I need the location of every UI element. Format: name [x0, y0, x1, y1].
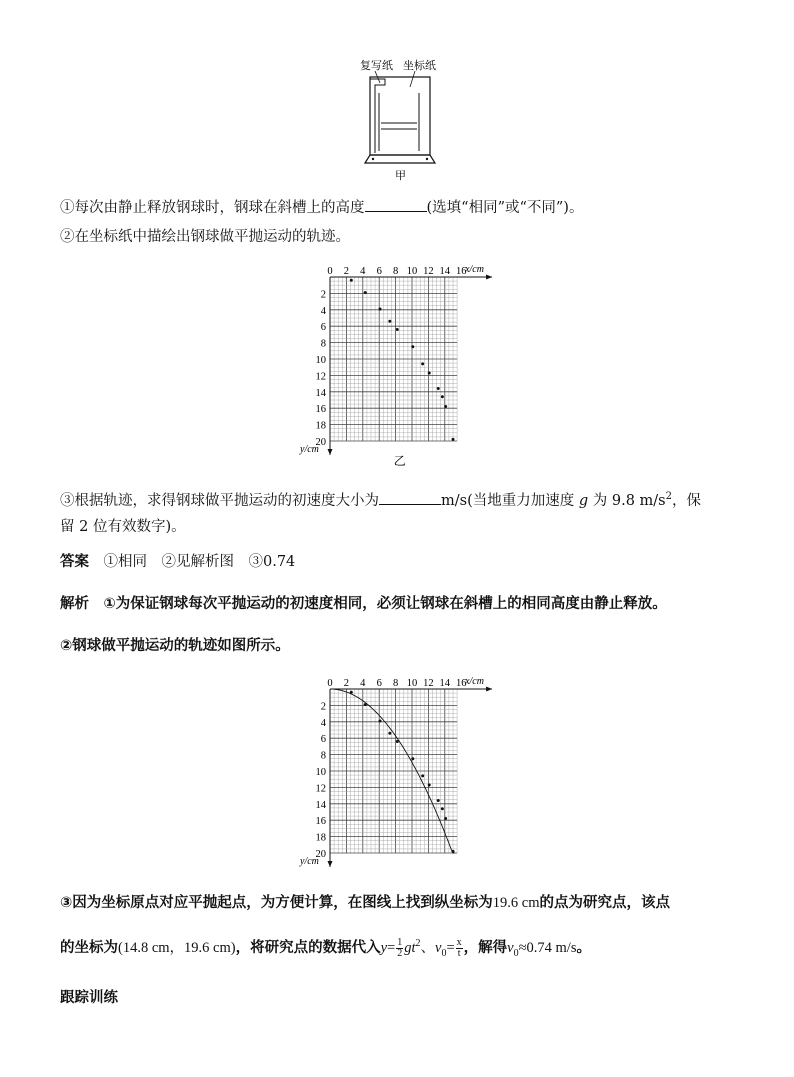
y-tick-label: 4	[320, 717, 326, 729]
data-point	[421, 362, 424, 365]
y-tick-label: 12	[315, 371, 326, 383]
y-tick-label: 8	[320, 750, 326, 762]
data-point	[364, 291, 367, 294]
f-t: t	[411, 939, 416, 956]
x-tick-label: 0	[327, 678, 333, 689]
y-tick-label: 8	[320, 338, 326, 350]
trajectory-chart-curve	[290, 672, 500, 882]
f-xt	[456, 938, 463, 959]
data-point	[411, 757, 414, 760]
x-axis-label: x/cm	[465, 676, 484, 687]
f-0: 0	[441, 947, 447, 959]
y-tick-label: 16	[315, 816, 326, 828]
data-point	[350, 691, 353, 694]
x-tick-label: 8	[392, 678, 399, 689]
x-axis-label: x/cm	[465, 264, 484, 275]
y-tick-label: 18	[315, 420, 326, 432]
x-tick-label: 16	[455, 266, 467, 277]
y-tick-label: 16	[315, 404, 326, 416]
x-tick-label: 14	[439, 266, 451, 277]
formula	[380, 937, 464, 959]
x-tick-label: 12	[423, 266, 434, 277]
data-point	[396, 740, 399, 743]
chart-caption: 乙	[393, 454, 406, 468]
data-point	[379, 307, 382, 310]
analysis-p4	[60, 934, 591, 964]
analysis-p4d: ，解得	[463, 939, 508, 956]
result	[507, 939, 577, 959]
analysis-p2-text: ②钢球做平抛运动的轨迹如图所示。	[60, 638, 290, 654]
f-x: x	[456, 937, 462, 948]
x-tick-label: 0	[327, 266, 333, 277]
answer-text: ①相同 ②见解析图 ③0.74	[103, 554, 296, 570]
q3-answer-blank[interactable]	[379, 490, 441, 505]
f-tt: t	[457, 948, 461, 959]
question-3-line2	[60, 517, 186, 537]
q3-text-before: ③根据轨迹，求得钢球做平抛运动的初速度大小为	[60, 492, 379, 509]
data-point	[452, 438, 455, 441]
q1-answer-blank[interactable]	[365, 197, 427, 212]
analysis-p4a: 的坐标为	[60, 939, 118, 956]
f-eq2: =	[446, 939, 455, 956]
analysis-p1-text: ①为保证钢球每次平抛运动的初速度相同，必须让钢球在斜槽上的相同高度由静止释放。	[103, 596, 667, 612]
f-half	[396, 938, 403, 959]
answer-block	[60, 552, 295, 572]
q3-text-end: ，保	[671, 492, 701, 509]
figure-jia-caption: 甲	[395, 170, 406, 182]
analysis-p4b: (14.8 cm，19.6 cm)	[118, 939, 236, 956]
y-tick-label: 2	[320, 701, 326, 713]
q1-text-after: (选填“相同”或“不同”)。	[426, 200, 584, 216]
data-point	[437, 387, 440, 390]
y-tick-label: 6	[320, 734, 326, 746]
chart-solution	[290, 672, 500, 882]
label-carbon-paper: 复写纸	[360, 60, 393, 72]
q2-text: ②在坐标纸中描绘出钢球做平抛运动的轨迹。	[60, 229, 350, 245]
f-sep: 、	[420, 939, 435, 956]
data-point	[428, 371, 431, 374]
y-tick-label: 6	[320, 322, 326, 334]
label-coordinate-paper: 坐标纸	[403, 60, 436, 72]
data-point	[441, 807, 444, 810]
f-den: 2	[397, 948, 403, 959]
follow-title	[60, 988, 118, 1008]
y-tick-label: 2	[320, 289, 326, 301]
y-tick-label: 20	[315, 849, 326, 860]
data-point	[428, 783, 431, 786]
data-point	[444, 817, 447, 820]
q3-sup: 2	[665, 491, 672, 502]
x-tick-label: 6	[376, 266, 382, 277]
data-point	[444, 405, 447, 408]
x-tick-label: 8	[392, 266, 399, 277]
f-t2: 2	[415, 938, 421, 949]
analysis-p4c: ，将研究点的数据代入	[235, 939, 381, 956]
analysis-p1	[60, 594, 667, 614]
question-2	[60, 227, 350, 247]
r-v: v	[507, 939, 514, 956]
q3-line2: 留 2 位有效数字)。	[60, 519, 186, 535]
analysis-p3c: 的点为研究点，该点	[539, 895, 670, 911]
y-axis-label: y/cm	[300, 856, 319, 867]
x-tick-label: 4	[360, 678, 366, 689]
data-point	[421, 774, 424, 777]
f-g: g	[404, 939, 412, 956]
data-point	[452, 850, 455, 853]
data-point	[364, 703, 367, 706]
x-tick-label: 16	[455, 678, 467, 689]
x-axis-arrow	[486, 687, 492, 692]
y-tick-label: 4	[320, 305, 326, 317]
answer-label: 答案	[60, 554, 89, 570]
y-axis-label: y/cm	[300, 444, 319, 455]
x-tick-label: 10	[406, 678, 418, 689]
analysis-p4f: 。	[576, 939, 591, 956]
y-axis-arrow	[328, 449, 333, 455]
figure-jia	[355, 55, 445, 185]
y-tick-label: 12	[315, 783, 326, 795]
x-tick-label: 14	[439, 678, 451, 689]
analysis-p3b: 19.6 cm	[492, 895, 540, 911]
y-tick-label: 14	[315, 799, 326, 811]
x-tick-label: 6	[376, 678, 382, 689]
analysis-p2	[60, 636, 290, 656]
data-point	[388, 732, 391, 735]
analysis-p3	[60, 893, 670, 913]
question-1	[60, 197, 583, 218]
trajectory-chart-points	[290, 260, 500, 475]
q1-text-before: ①每次由静止释放钢球时，钢球在斜槽上的高度	[60, 200, 365, 216]
y-tick-label: 20	[315, 437, 326, 448]
data-point	[437, 799, 440, 802]
x-axis-arrow	[486, 275, 492, 280]
apparatus-diagram	[355, 55, 445, 185]
analysis-p4e: ≈0.74 m/s	[518, 939, 577, 956]
analysis-label: 解析	[60, 596, 89, 612]
data-point	[411, 345, 414, 348]
x-tick-label: 4	[360, 266, 366, 277]
data-point	[350, 279, 353, 282]
y-tick-label: 18	[315, 832, 326, 844]
f-v: v	[435, 939, 442, 956]
y-tick-label: 14	[315, 387, 326, 399]
f-num: 1	[397, 937, 403, 948]
y-tick-label: 10	[315, 767, 326, 778]
data-point	[441, 395, 444, 398]
data-point	[388, 320, 391, 323]
x-tick-label: 10	[406, 266, 418, 277]
q3-text-after: 为 9.8 m/s	[592, 492, 666, 509]
f-y: y	[380, 939, 388, 956]
data-point	[396, 328, 399, 331]
follow-title-text: 跟踪训练	[60, 990, 118, 1006]
question-3	[60, 487, 701, 511]
analysis-p3a: ③因为坐标原点对应平抛起点，为方便计算，在图线上找到纵坐标为	[60, 895, 493, 911]
r-0: 0	[513, 947, 519, 959]
x-tick-label: 2	[343, 678, 350, 689]
x-tick-label: 12	[423, 678, 434, 689]
q3-text-mid: m/s(当地重力加速度	[441, 492, 575, 509]
q3-g: g	[578, 492, 589, 509]
data-point	[379, 719, 382, 722]
f-eq: =	[387, 939, 396, 956]
y-axis-arrow	[328, 861, 333, 867]
chart-yi	[290, 260, 500, 475]
y-tick-label: 10	[315, 355, 326, 366]
x-tick-label: 2	[343, 266, 350, 277]
